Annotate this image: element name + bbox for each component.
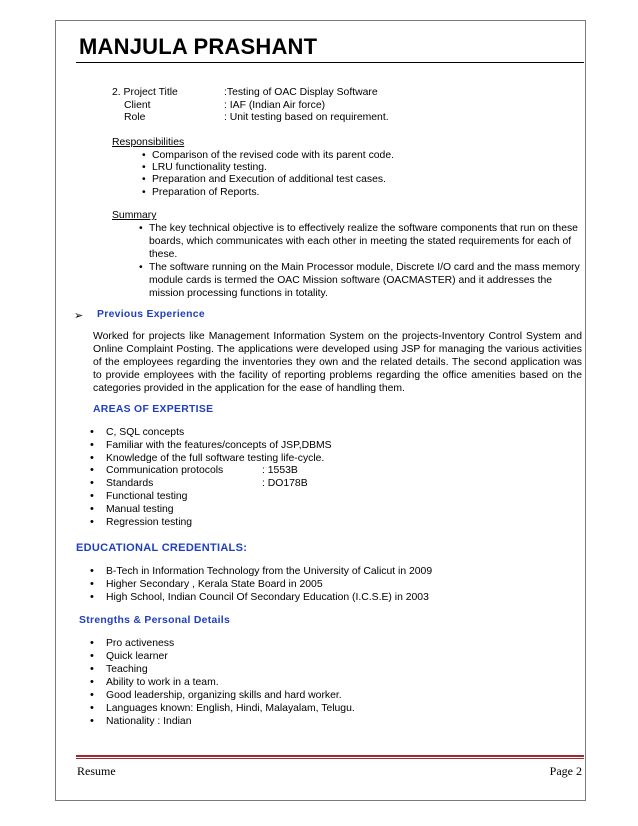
bullet-icon: • xyxy=(90,663,94,675)
resume-name: MANJULA PRASHANT xyxy=(79,34,318,59)
list-item: • Preparation of Reports. xyxy=(142,187,260,198)
footer-page-number: Page 2 xyxy=(549,764,582,778)
list-item: • The key technical objective is to effectively realize the software components that run on these boards, which communicates with each other in meeting the stated requirements for each of these. xyxy=(139,223,578,260)
list-item: • Higher Secondary , Kerala State Board in 2005 xyxy=(90,578,323,590)
list-item: • High School, Indian Council Of Secondary Education (I.C.S.E) in 2003 xyxy=(90,591,429,603)
list-item: • Good leadership, organizing skills and hard worker. xyxy=(90,689,342,701)
role-label: Role xyxy=(124,112,146,123)
project-title-value: :Testing of OAC Display Software xyxy=(224,87,378,98)
list-item: • Familiar with the features/concepts of JSP,DBMS xyxy=(90,439,332,451)
list-item: • Languages known: English, Hindi, Malayalam, Telugu. xyxy=(90,702,355,714)
role-value: : Unit testing based on requirement. xyxy=(224,112,389,123)
list-item: • Knowledge of the full software testing life-cycle. xyxy=(90,452,325,464)
bullet-icon: • xyxy=(90,477,94,489)
previous-experience-heading: Previous Experience xyxy=(97,309,205,320)
client-label: Client xyxy=(124,100,151,111)
list-item: • Regression testing xyxy=(90,516,193,528)
strengths-heading: Strengths & Personal Details xyxy=(79,615,231,626)
bullet-icon: • xyxy=(90,676,94,688)
project-title-label: 2. Project Title xyxy=(112,87,178,98)
bullet-icon: • xyxy=(90,637,94,649)
bullet-icon: • xyxy=(90,426,94,438)
list-item: • Communication protocols xyxy=(90,464,224,476)
footer-rule xyxy=(76,755,584,757)
bullet-icon: • xyxy=(90,464,94,476)
bullet-icon: • xyxy=(142,150,146,161)
list-item: • Ability to work in a team. xyxy=(90,676,219,688)
bullet-icon: • xyxy=(139,223,143,234)
list-item: • Pro activeness xyxy=(90,637,175,649)
bullet-icon: • xyxy=(90,503,94,515)
list-item: • Preparation and Execution of additional test cases. xyxy=(142,174,386,185)
footer-rule-thin xyxy=(76,758,584,759)
list-item: • Standards xyxy=(90,477,154,489)
bullet-icon: • xyxy=(90,565,94,577)
bullet-icon: • xyxy=(90,591,94,603)
previous-experience-paragraph: Worked for projects like Management Information System on the projects-Inventory Control System and Online Complaint Posting. The applications were developed using JSP for managing the various activities of the employees regarding the inventories they own and the related details. The second application was to provide employees with the facility of reporting problems regarding the office amenities based on the categories provided in the application for the ease of handling them. xyxy=(93,331,582,394)
list-item: • B-Tech in Information Technology from the University of Calicut in 2009 xyxy=(90,565,433,577)
summary-heading: Summary xyxy=(112,210,157,221)
list-item: • Comparison of the revised code with its parent code. xyxy=(142,150,394,161)
client-value: : IAF (Indian Air force) xyxy=(224,100,326,111)
bullet-icon: • xyxy=(90,516,94,528)
list-item: • Nationality : Indian xyxy=(90,715,192,727)
bullet-icon: • xyxy=(139,262,143,273)
footer-left-text: Resume xyxy=(77,764,116,778)
education-heading: EDUCATIONAL CREDENTIALS: xyxy=(76,542,248,554)
list-item: • The software running on the Main Processor module, Discrete I/O card and the mass memory module cards is termed the OAC Mission software (OACMASTER) and it addresses the mission processing functions in totality. xyxy=(139,262,580,299)
standard-value: : DO178B xyxy=(262,478,308,489)
bullet-icon: • xyxy=(90,650,94,662)
list-item: • Functional testing xyxy=(90,490,188,502)
bullet-icon: • xyxy=(90,452,94,464)
bullet-icon: • xyxy=(142,187,146,198)
list-item: • LRU functionality testing. xyxy=(142,162,267,173)
responsibilities-heading: Responsibilities xyxy=(112,137,185,148)
areas-of-expertise-heading: AREAS OF EXPERTISE xyxy=(93,404,214,415)
bullet-icon: • xyxy=(142,162,146,173)
bullet-icon: • xyxy=(90,578,94,590)
bullet-icon: • xyxy=(142,174,146,185)
name-underline xyxy=(76,62,584,63)
bullet-icon: • xyxy=(90,702,94,714)
bullet-icon: • xyxy=(90,689,94,701)
bullet-icon: • xyxy=(90,439,94,451)
arrow-bullet-icon: ➢ xyxy=(74,310,84,322)
list-item: • Teaching xyxy=(90,663,148,675)
bullet-icon: • xyxy=(90,715,94,727)
list-item: • Quick learner xyxy=(90,650,168,662)
list-item: • C, SQL concepts xyxy=(90,426,185,438)
bullet-icon: • xyxy=(90,490,94,502)
protocol-value: : 1553B xyxy=(262,465,298,476)
list-item: • Manual testing xyxy=(90,503,174,515)
